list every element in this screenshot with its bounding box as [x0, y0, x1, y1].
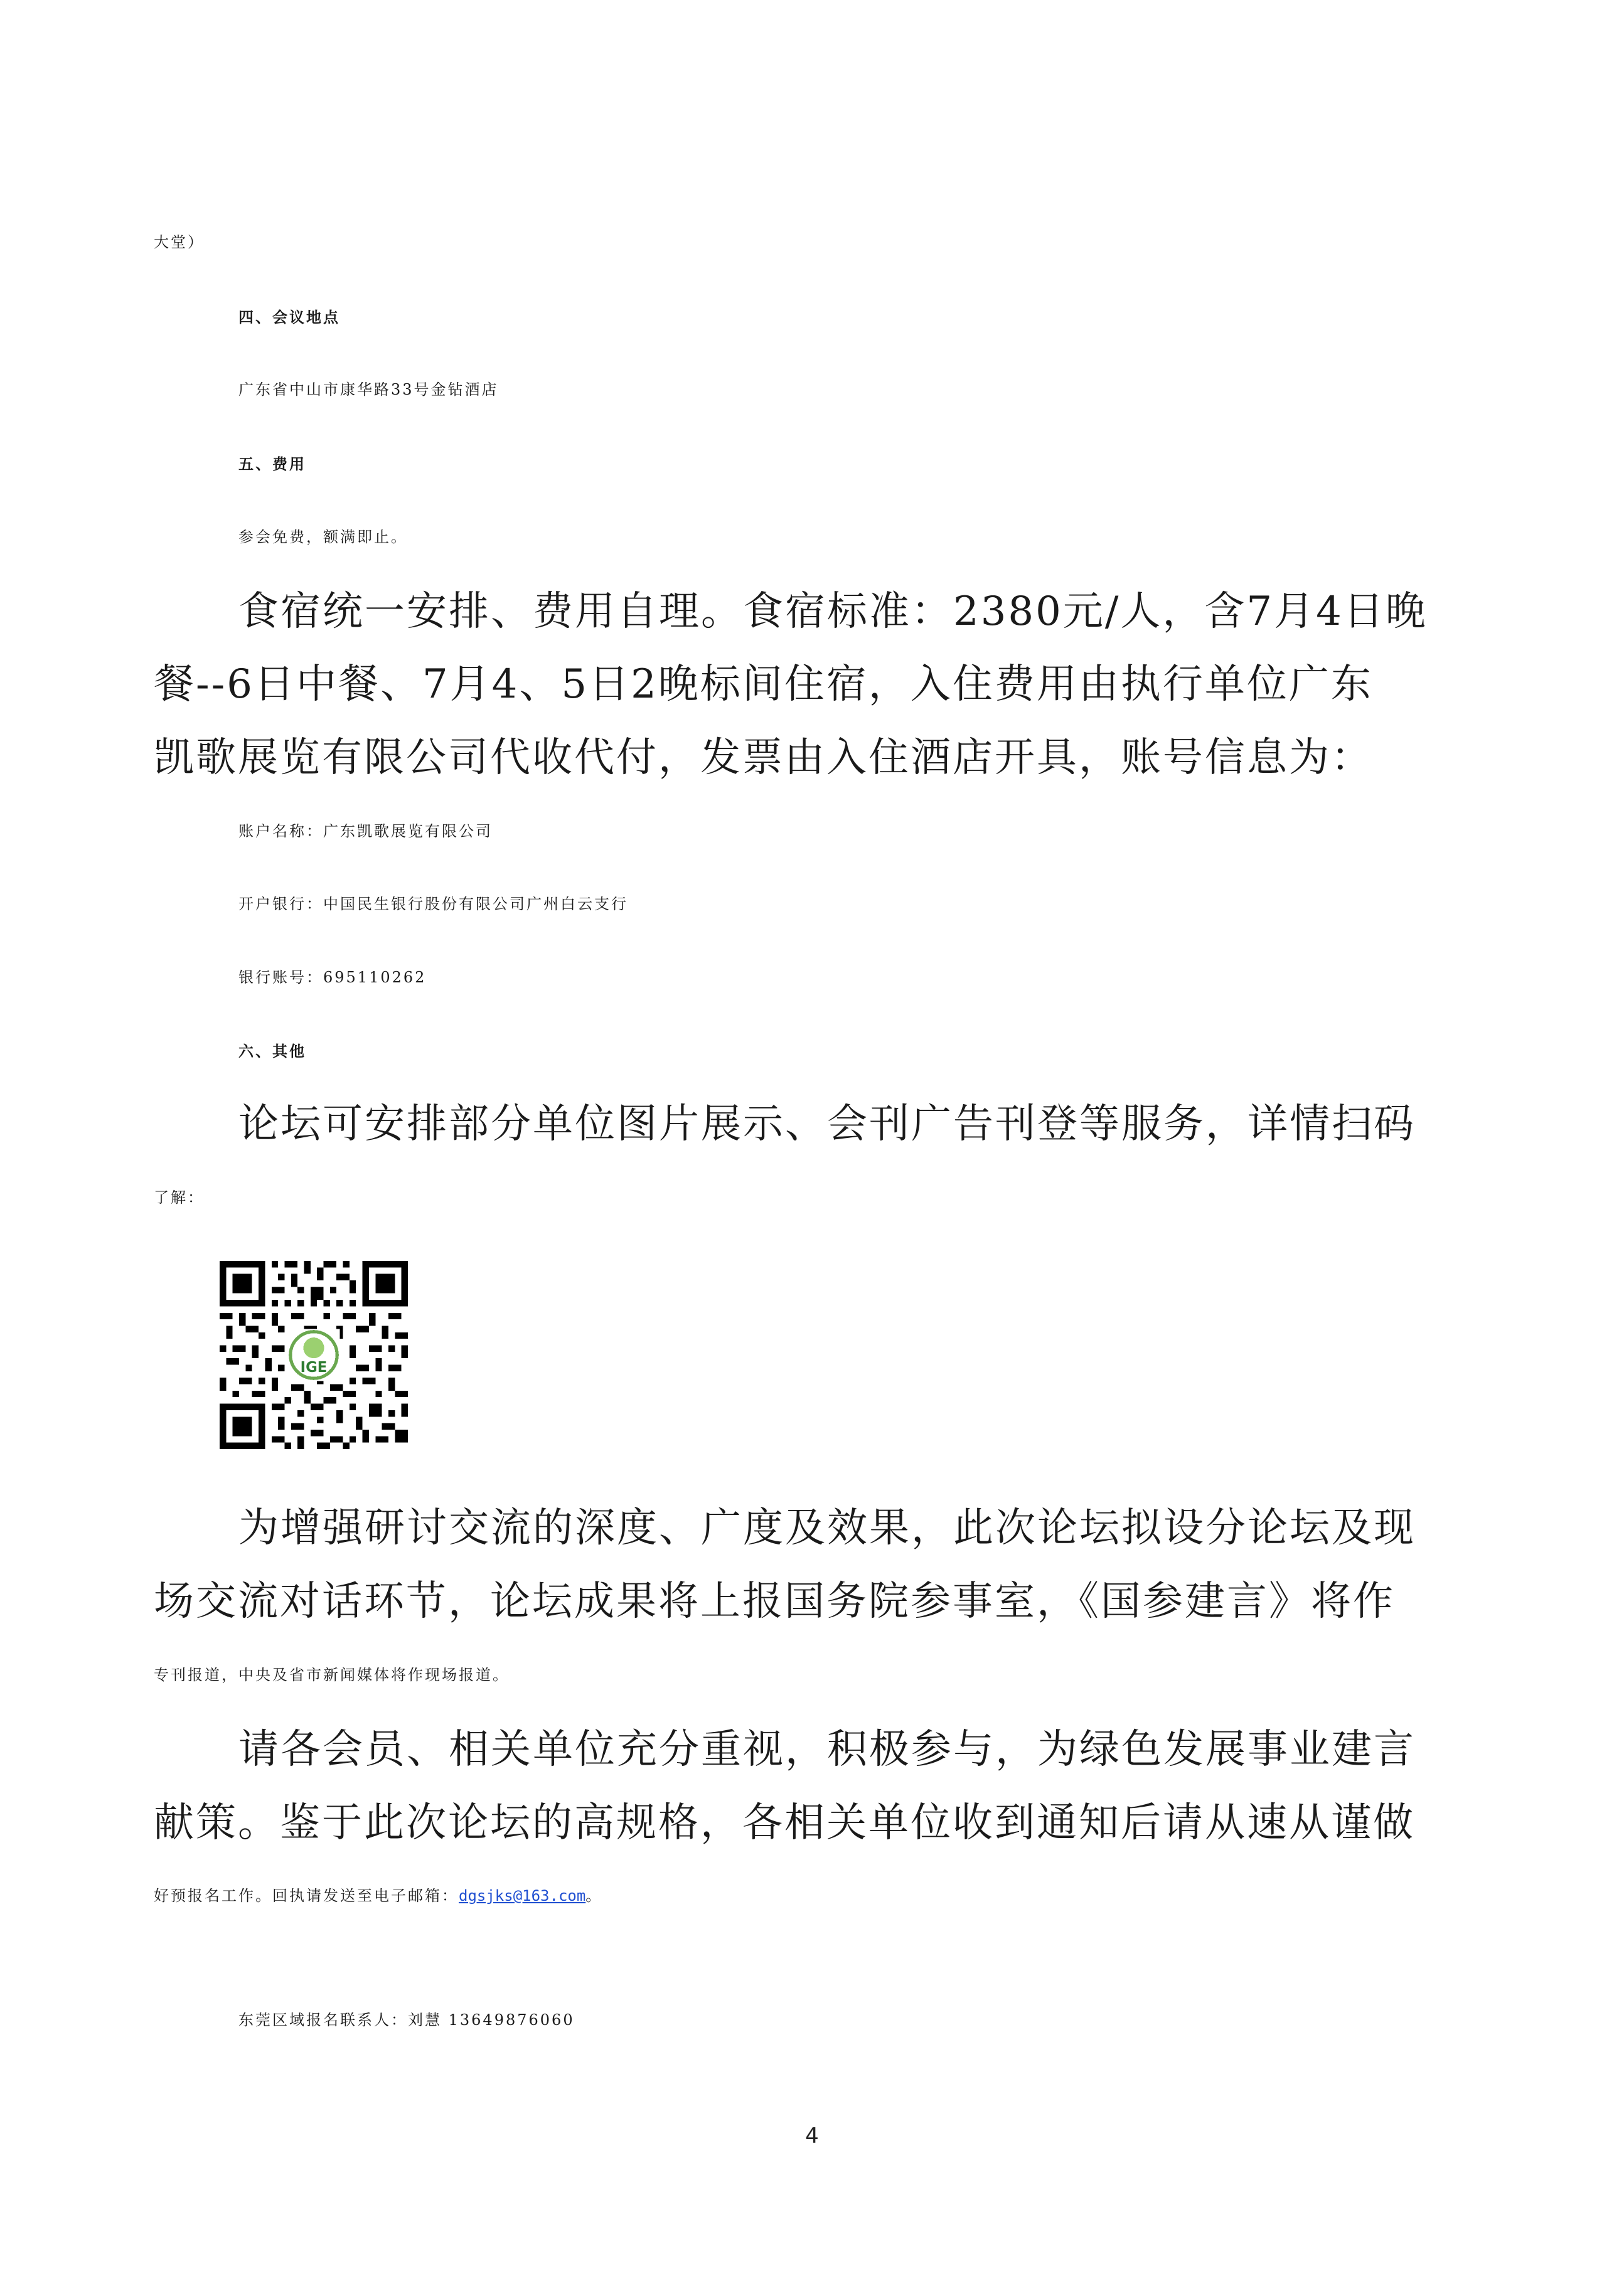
qr-code-image — [220, 1261, 408, 1449]
page-number: 4 — [805, 2123, 819, 2149]
text-line: 论坛可安排部分单位图片展示、会刊广告刊登等服务，详情扫码 — [238, 1101, 1416, 1147]
text-line: 场交流对话环节，论坛成果将上报国务院参事室，《国参建言》将作 — [154, 1578, 1395, 1625]
text-line: 献策。鉴于此次论坛的高规格，各相关单位收到通知后请从速从谨做 — [154, 1800, 1415, 1846]
text-line: 为增强研讨交流的深度、广度及效果，此次论坛拟设分论坛及现 — [238, 1505, 1416, 1551]
bank-account-number: 银行账号：695110262 — [238, 969, 427, 986]
email-instruction-text: 好预报名工作。回执请发送至电子邮箱： — [154, 1887, 459, 1905]
text-line: 请各会员、相关单位充分重视，积极参与，为绿色发展事业建言 — [238, 1726, 1416, 1773]
section-heading-other: 六、其他 — [238, 1043, 306, 1060]
section-heading-fees: 五、费用 — [238, 455, 306, 473]
bank-name: 开户银行：中国民生银行股份有限公司广州白云支行 — [238, 895, 628, 913]
text-line: 食宿统一安排、费用自理。食宿标准：2380元/人，含7月4日晚 — [238, 588, 1428, 635]
email-link[interactable]: dgsjks@163.com — [459, 1887, 586, 1905]
email-instruction-suffix: 。 — [585, 1887, 603, 1905]
contact-person: 东莞区域报名联系人：刘慧 13649876060 — [238, 2011, 575, 2029]
qr-logo-text: IGE — [300, 1359, 328, 1376]
text-line: 专刊报道，中央及省市新闻媒体将作现场报道。 — [154, 1666, 510, 1684]
account-name: 账户名称：广东凯歌展览有限公司 — [238, 822, 493, 840]
section-heading-venue: 四、会议地点 — [238, 309, 340, 326]
venue-address: 广东省中山市康华路33号金钻酒店 — [238, 381, 499, 398]
text-line: 餐--6日中餐、7月4、5日2晚标间住宿，入住费用由执行单位广东 — [154, 661, 1373, 708]
text-line: 参会免费，额满即止。 — [238, 528, 408, 546]
text-line: 了解： — [154, 1189, 205, 1206]
email-instruction-line — [154, 1871, 1624, 1921]
text-line: 凯歌展览有限公司代收代付，发票由入住酒店开具，账号信息为： — [154, 735, 1373, 781]
text-line: 大堂） — [154, 233, 205, 251]
